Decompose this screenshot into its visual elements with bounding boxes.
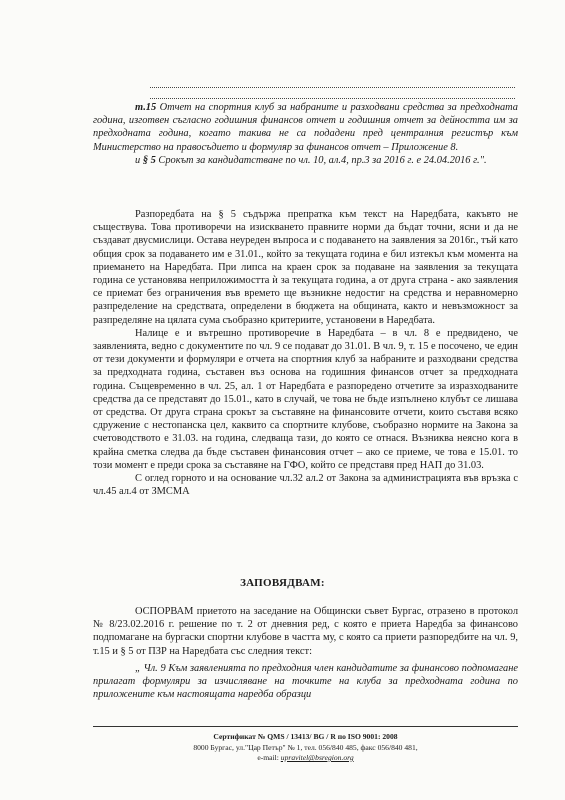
body-paragraph-2: Налице е и вътрешно противоречие в Наредбата – в чл. 8 е предвидено, че заявленията, ведно с документите по чл. 9 се подават до 31.01. В чл. 9, т. 15 е посочено, че един от тези документи и формуляри е отчета на спортния клуб за набраните и разходвани средства за предходната година, съставен въз основа на годишния финансов отчет за предходната година. Същевременно в чл. 25, ал. 1 от Наредбата е разпоредено отчетите за изразходваните средства да се представят до 15.01., като в случай, че това не бъде изпълнено клубът се лишава от средства. От друга страна срокът за съставяне на финансовите отчети, които съставя всяко сдружение с нестопанска цел, каквито са спортните клубове, съобразно нормите на Закона за счетоводството е 31.03. на година, следваща тази, до която се отнася. Възниква неясно кога в крайна сметка следва да бъде съставен финансовия отчет – ако се приеме, че това е 15.01. то този момент е преди срока за съставяне на ГФО, който се представя пред НАП до 31.03. [93,327,518,471]
amendment-text [93,101,518,167]
body-text [93,208,518,498]
order-text [93,605,518,701]
email-line [93,753,518,764]
footer-divider [93,726,518,727]
email-label: e-mail: [257,753,279,762]
section-text: Срокът за кандидатстване по чл. 10, ал.4, пр.3 за 2016 г. е 24.04.2016 г.". [158,154,487,166]
body-paragraph-1: Разпоредбата на § 5 съдържа препратка към текст на Наредбата, какъвто не съществува. Това противоречи на изискването правните норми да бъдат точни, ясни и да не създават двусмислици. Остава неуреден въпроса и с подаването на заявления за 2016г., тъй като общия срок за подаването им е 31.01., който за текущата година е бил изтекъл към момента на приемането на Наредбата. При липса на краен срок за подаване на заявления за текущата година се установява неприложимостта ѝ за текущата година, а от друга страна - ако заявления се приемат без ограничения във времето ще възникне недостиг на средства и неравномерно разпределение на средствата, определени в бюджета на общината, както и невъзможност за разпределяне на цялата сума съобразно критериите, установени в Наредбата. [93,209,518,326]
email-link[interactable]: upravitel@bsregion.org [280,753,354,762]
certificate-line: Сертификат № QMS / 13413/ BG / R по ISO 9001: 2008 [213,732,398,741]
body-paragraph-3: С оглед горното и на основание чл.32 ал.2 от Закона за администрацията във връзка с чл.45 ал.4 от ЗМСМА [93,473,518,498]
amendment-item-15 [93,101,518,154]
section-number: § 5 [142,154,156,166]
dotted-line-second [150,96,515,99]
item-number: т.15 [135,102,157,113]
order-paragraph: ОСПОРВАМ приетото на заседание на Общински съвет Бургас, отразено в протокол № 8/23.02.2016 г. решение по т. 2 от дневния ред, с която е приета Наредба за финансово подпомагане на бургаски спортни клубове в частта му, с която са приети разпоредбите на чл. 9, т.15 и § 5 от ПЗР на Наредбата със следния текст: [93,606,518,657]
quoted-text: „ Чл. 9 Към заявленията по предходния член кандидатите за финансово подпомагане прилагат формуляри за изчисляване на точките на клуба за предходната година по приложените към настоящата наредба образци [93,662,518,701]
order-heading: ЗАПОВЯДВАМ: [240,577,325,589]
item-prefix: и [135,154,141,166]
dotted-line-top [150,79,515,88]
footer [93,732,518,764]
address-line: 8000 Бургас, ул."Цар Петър" № 1, тел. 056/840 485, факс 056/840 481, [193,742,418,752]
amendment-paragraph-5 [93,154,518,167]
item-text: Отчет на спортния клуб за набраните и разходвани средства за предходната година, изготвен съгласно годишния финансов отчет и годишния отчет за дейността им за предходната година, когато такива не са подадени пред централния регистър към Министерство на правосъдието и формуляр за финансов отчет – Приложение 8. [93,102,518,153]
